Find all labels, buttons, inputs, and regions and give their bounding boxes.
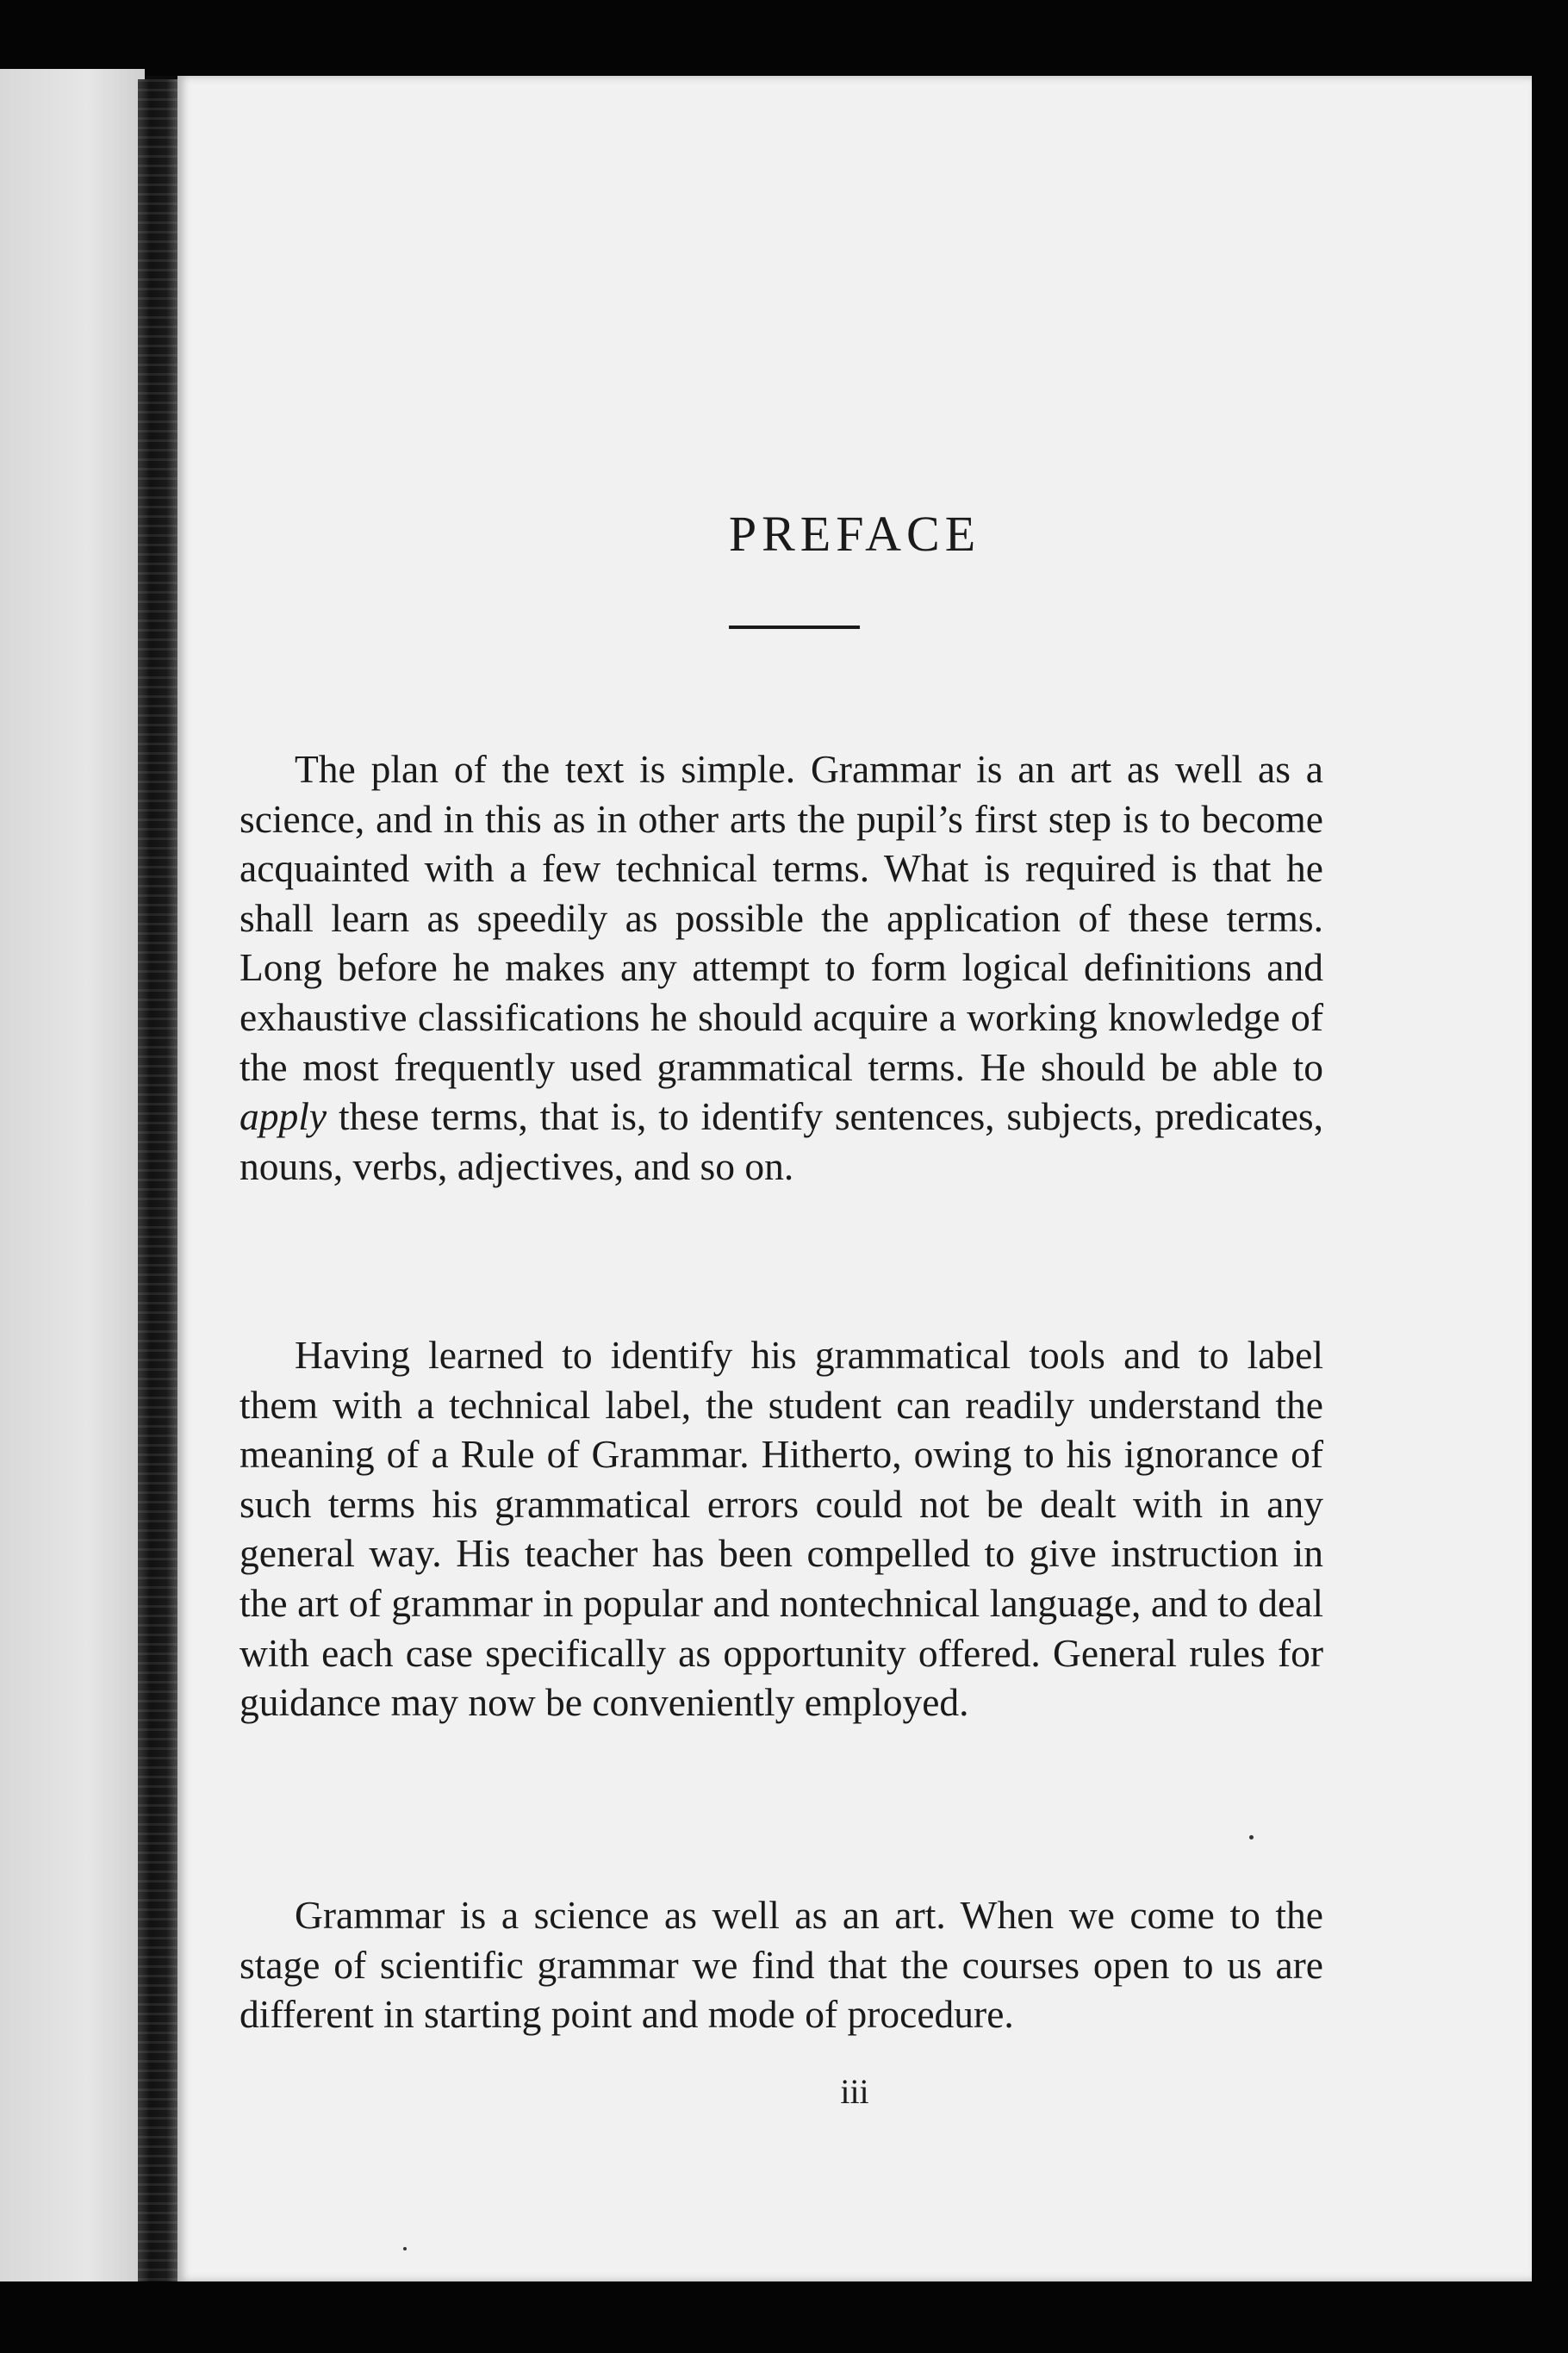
paragraph-1-italic-word: apply — [240, 1094, 327, 1139]
title-divider — [729, 626, 860, 629]
paragraph-1-text-b: these terms, that is, to identify sentences, subjects, predicates, nouns, verbs, adjectives, and so on. — [240, 1094, 1323, 1188]
scan-border-bottom — [0, 2281, 1568, 2353]
scan-border-top — [0, 0, 1568, 76]
book-page — [177, 76, 1532, 2281]
print-speck — [1249, 1835, 1254, 1839]
page-title: PREFACE — [728, 506, 981, 562]
paragraph-2: Having learned to identify his grammatical tools and to label them with a technical label, the student can readily understand the meaning of a Rule of Grammar. Hitherto, owing to his ignorance of such terms his grammatical errors could not be dealt with in any general way. His teacher has been compelled to give instruction in the art of grammar in popular and nontechnical language, and to deal with each case specifically as opportunity offered. General rules for guidance may now be conveniently employed. — [240, 1333, 1323, 1725]
scan-border-right — [1532, 0, 1568, 2353]
page-number: iii — [840, 2072, 869, 2111]
paragraph-1 — [240, 744, 1323, 1191]
paragraph-1-text-a: The plan of the text is simple. Grammar is an art as well as a science, and in this as in other arts the pupil’s first step is to become acquainted with a few technical terms. What is required is that he shall learn as speedily as possible the application of these terms. Long before he makes any attempt to form logical definitions and exhaustive classifications he should acquire a working knowledge of the most frequently used grammatical terms. He should be able to — [240, 747, 1323, 1089]
print-speck — [403, 2247, 407, 2250]
book-binding-gutter — [138, 79, 179, 2281]
facing-page-edge — [0, 69, 145, 2292]
paragraph-3: Grammar is a science as well as an art. When we come to the stage of scientific grammar we find that the courses open to us are different in starting point and mode of procedure. — [240, 1893, 1323, 2037]
